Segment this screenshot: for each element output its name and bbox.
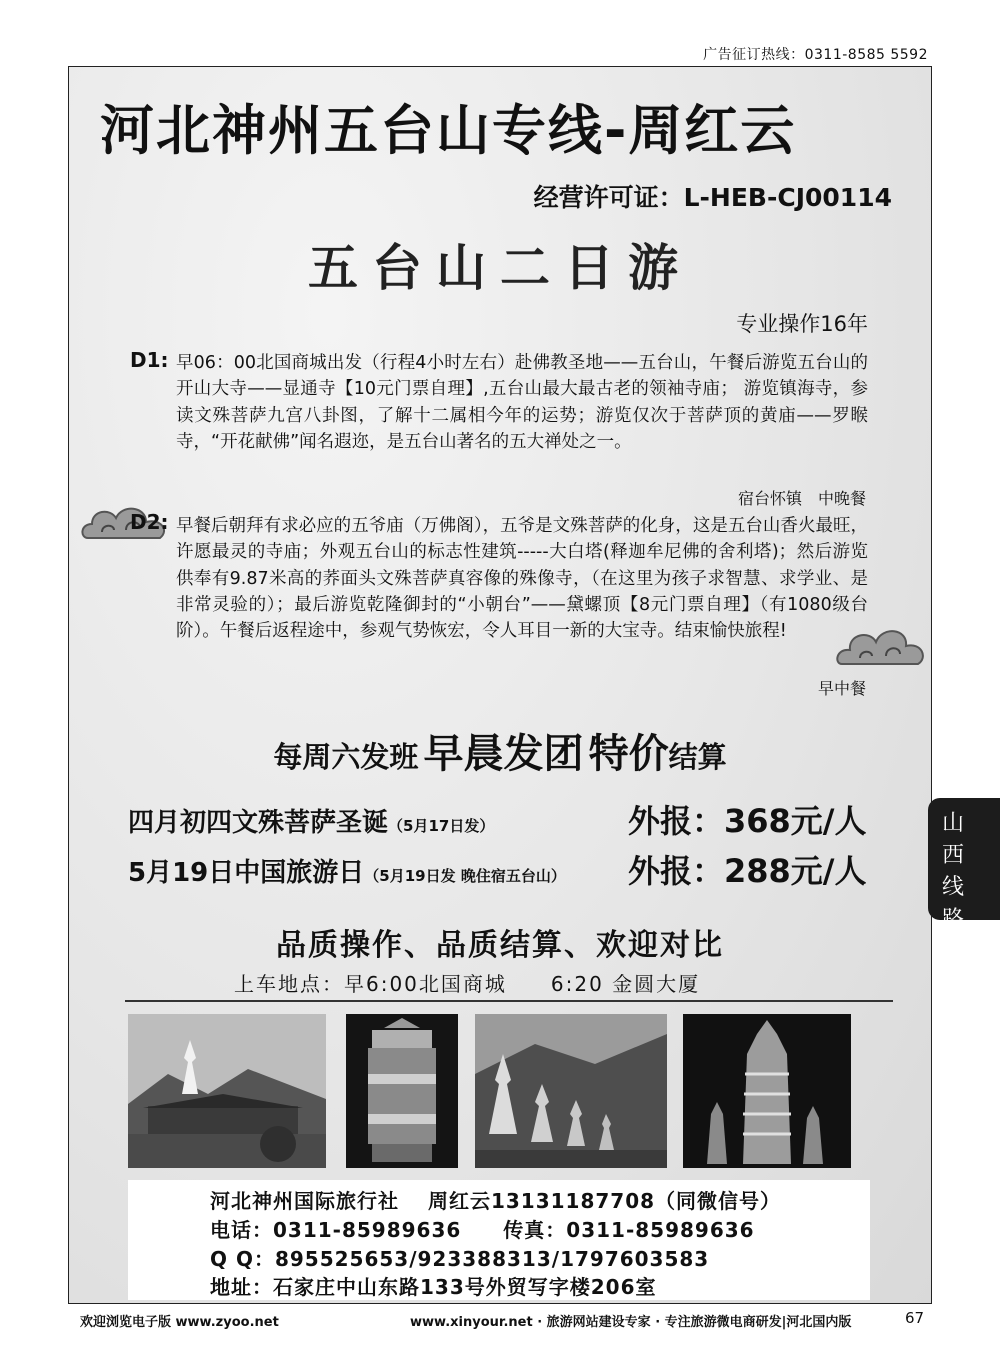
footer-left: 欢迎浏览电子版 www.zyoo.net bbox=[80, 1315, 279, 1330]
page-number: 67 bbox=[905, 1309, 925, 1327]
cloud-ornament-icon bbox=[836, 620, 928, 676]
phone-fax: 电话：0311-85989636 传真：0311-85989636 bbox=[210, 1218, 755, 1242]
photo-stupas bbox=[475, 1014, 667, 1168]
day2-meals: 早中餐 bbox=[817, 679, 866, 698]
promo-name: 四月初四文殊菩萨圣诞 bbox=[128, 808, 389, 838]
pickup-points: 上车地点：早6:00北国商城 6:20 金圆大厦 bbox=[234, 972, 701, 996]
promo-price: 外报：288元/人 bbox=[628, 852, 867, 890]
qq-numbers: Q Q：895525653/923388313/1797603583 bbox=[210, 1247, 710, 1271]
slogan-settle: 结算 bbox=[668, 740, 727, 774]
departure-slogan bbox=[0, 722, 1000, 779]
experience-note: 专业操作16年 bbox=[736, 312, 868, 336]
photo-white-pagoda bbox=[128, 1014, 326, 1168]
slogan-early: 早晨发团 bbox=[423, 730, 584, 777]
promo-note: （5月17日发） bbox=[388, 817, 495, 835]
day1-itinerary: 早06：00北国商城出发（行程4小时左右）赴佛教圣地——五台山，午餐后游览五台山的开山大寺——显通寺【10元门票自理】,五台山最大最古老的领袖寺庙； 游览镇海寺，参读文殊菩萨九宫八卦图，了解十二属相今年的运势；游览仅次于菩萨顶的黄庙——罗睺寺，“开花献佛”闻名遐迩，是五台山著名的五大禅处之一。 bbox=[176, 353, 868, 452]
address: 地址：石家庄中山东路133号外贸写字楼206室 bbox=[210, 1275, 657, 1299]
divider bbox=[125, 1000, 893, 1002]
day1-label: D1: bbox=[130, 348, 169, 372]
footer-right: www.xinyour.net · 旅游网站建设专家 · 专注旅游微电商研发|河北国内版 bbox=[410, 1315, 852, 1330]
slogan-special: 特价 bbox=[588, 730, 669, 777]
day2-itinerary: 早餐后朝拜有求必应的五爷庙（万佛阁），五爷是文殊菩萨的化身，这是五台山香火最旺，许愿最灵的寺庙；外观五台山的标志性建筑-----大白塔(释迦牟尼佛的舍利塔)；然后游览供奉有9.87米高的荞面头文殊菩萨真容像的殊像寺，（在这里为孩子求智慧、求学业、是非常灵验的）；最后游览乾隆御封的“小朝台”——黛螺顶【8元门票自理】（有1080级台阶）。午餐后返程途中，参观气势恢宏，令人耳目一新的大宝寺。结束愉快旅程! bbox=[176, 516, 868, 642]
day2-label: D2: bbox=[130, 510, 169, 534]
promo-item bbox=[128, 802, 494, 839]
promo-note: （5月19日发 晚住宿五台山） bbox=[364, 867, 566, 885]
promo-price: 外报：368元/人 bbox=[628, 802, 867, 840]
promo-name: 5月19日中国旅游日 bbox=[128, 858, 365, 888]
day1-meals: 宿台怀镇 中晚餐 bbox=[737, 489, 866, 508]
quality-slogan: 品质操作、品质结算、欢迎对比 bbox=[276, 928, 724, 963]
category-tab bbox=[928, 798, 1000, 932]
photo-tower-pagoda bbox=[683, 1014, 851, 1168]
agency-contact: 河北神州国际旅行社 周红云13131187708（同微信号） bbox=[210, 1189, 782, 1213]
tour-title: 五台山二日游 bbox=[308, 238, 692, 297]
ad-hotline: 广告征订热线：0311-8585 5592 bbox=[703, 47, 928, 63]
business-license: 经营许可证：L-HEB-CJ00114 bbox=[533, 183, 892, 212]
photo-prayer-wheel bbox=[346, 1014, 458, 1168]
promo-item bbox=[128, 852, 566, 889]
slogan-schedule: 每周六发班 bbox=[273, 740, 419, 774]
main-title: 河北神州五台山专线-周红云 bbox=[100, 99, 797, 162]
category-tab-label: 山西线路 bbox=[942, 811, 965, 932]
